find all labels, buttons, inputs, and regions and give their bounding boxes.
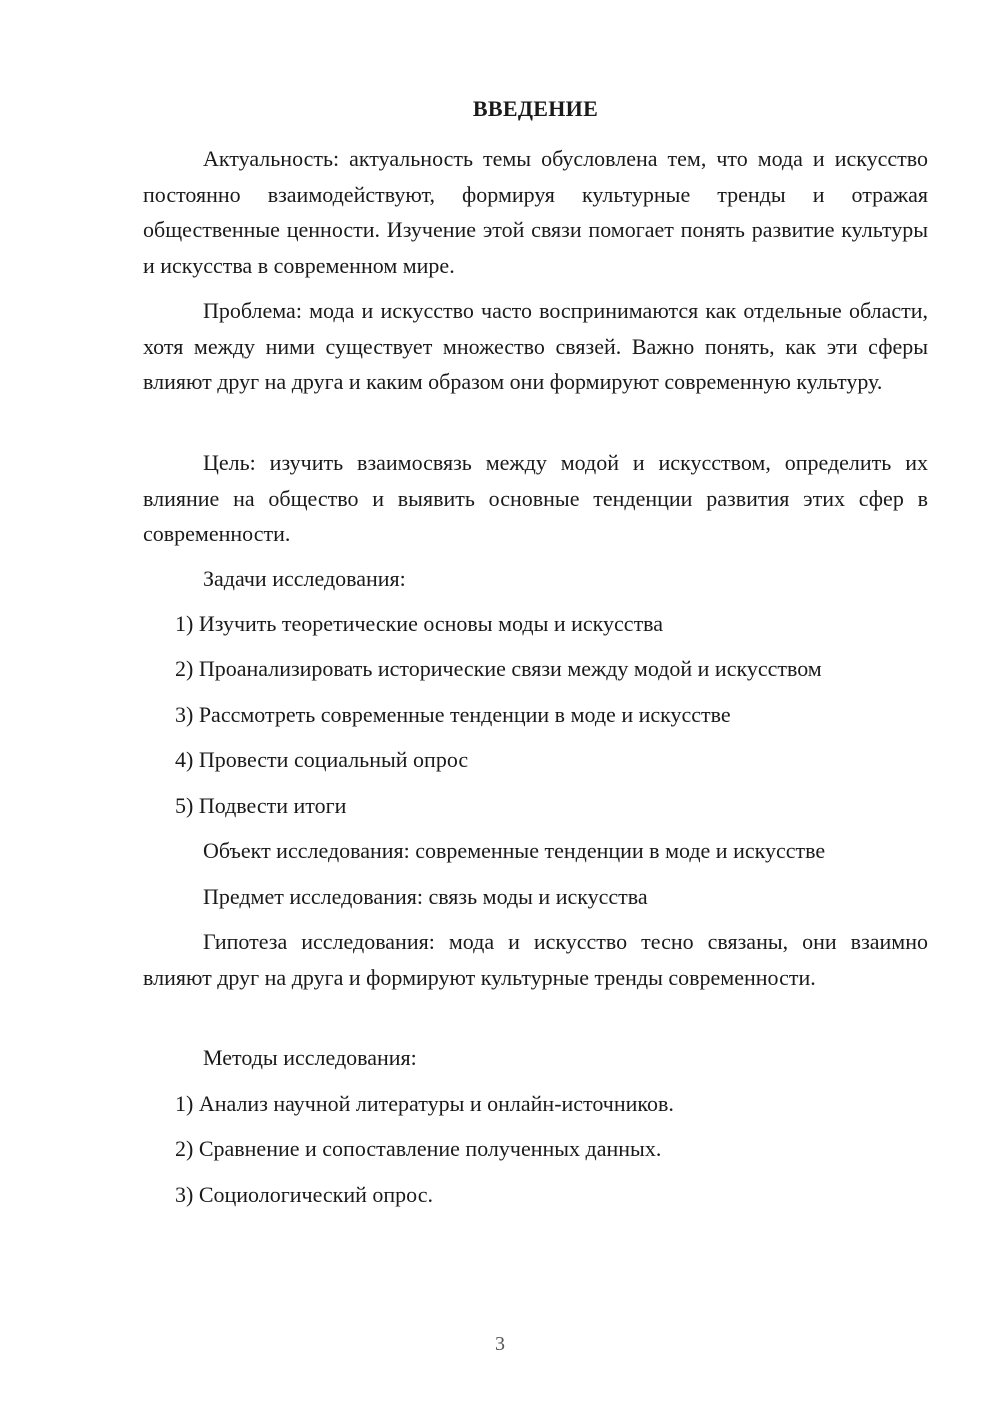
document-page [143,0,928,1414]
research-object: Объект исследования: современные тенденции в моде и искусстве [203,838,826,863]
method-item: 2) Сравнение и сопоставление полученных данных. [175,1136,662,1161]
method-item: 1) Анализ научной литературы и онлайн-источников. [175,1091,674,1116]
research-subject: Предмет исследования: связь моды и искусства [203,884,648,909]
hypothesis-paragraph: Гипотеза исследования: мода и искусство тесно связаны, они взаимно влияют друг на друга и формируют культурные тренды современности. [143,929,928,990]
tasks-heading: Задачи исследования: [203,566,406,591]
task-item: 4) Провести социальный опрос [175,747,469,772]
relevance-paragraph: Актуальность: актуальность темы обусловлена тем, что мода и искусство постоянно взаимодействуют, формируя культурные тренды и отражая общественные ценности. Изучение этой связи помогает понять развитие культуры и искусства в современном мире. [143,146,928,278]
goal-paragraph: Цель: изучить взаимосвязь между модой и искусством, определить их влияние на общество и выявить основные тенденции развития этих сфер в современности. [143,450,928,546]
task-item: 3) Рассмотреть современные тенденции в моде и искусстве [175,702,731,727]
page-number: 3 [495,1333,505,1355]
section-title: ВВЕДЕНИЕ [472,96,599,121]
task-item: 1) Изучить теоретические основы моды и искусства [175,611,664,636]
method-item: 3) Социологический опрос. [175,1182,433,1207]
task-item: 5) Подвести итоги [175,793,347,818]
problem-paragraph: Проблема: мода и искусство часто воспринимаются как отдельные области, хотя между ними существует множество связей. Важно понять, как эти сферы влияют друг на друга и каким образом они формируют современную культуру. [143,298,928,394]
task-item: 2) Проанализировать исторические связи между модой и искусством [175,656,822,681]
methods-heading: Методы исследования: [203,1045,417,1070]
